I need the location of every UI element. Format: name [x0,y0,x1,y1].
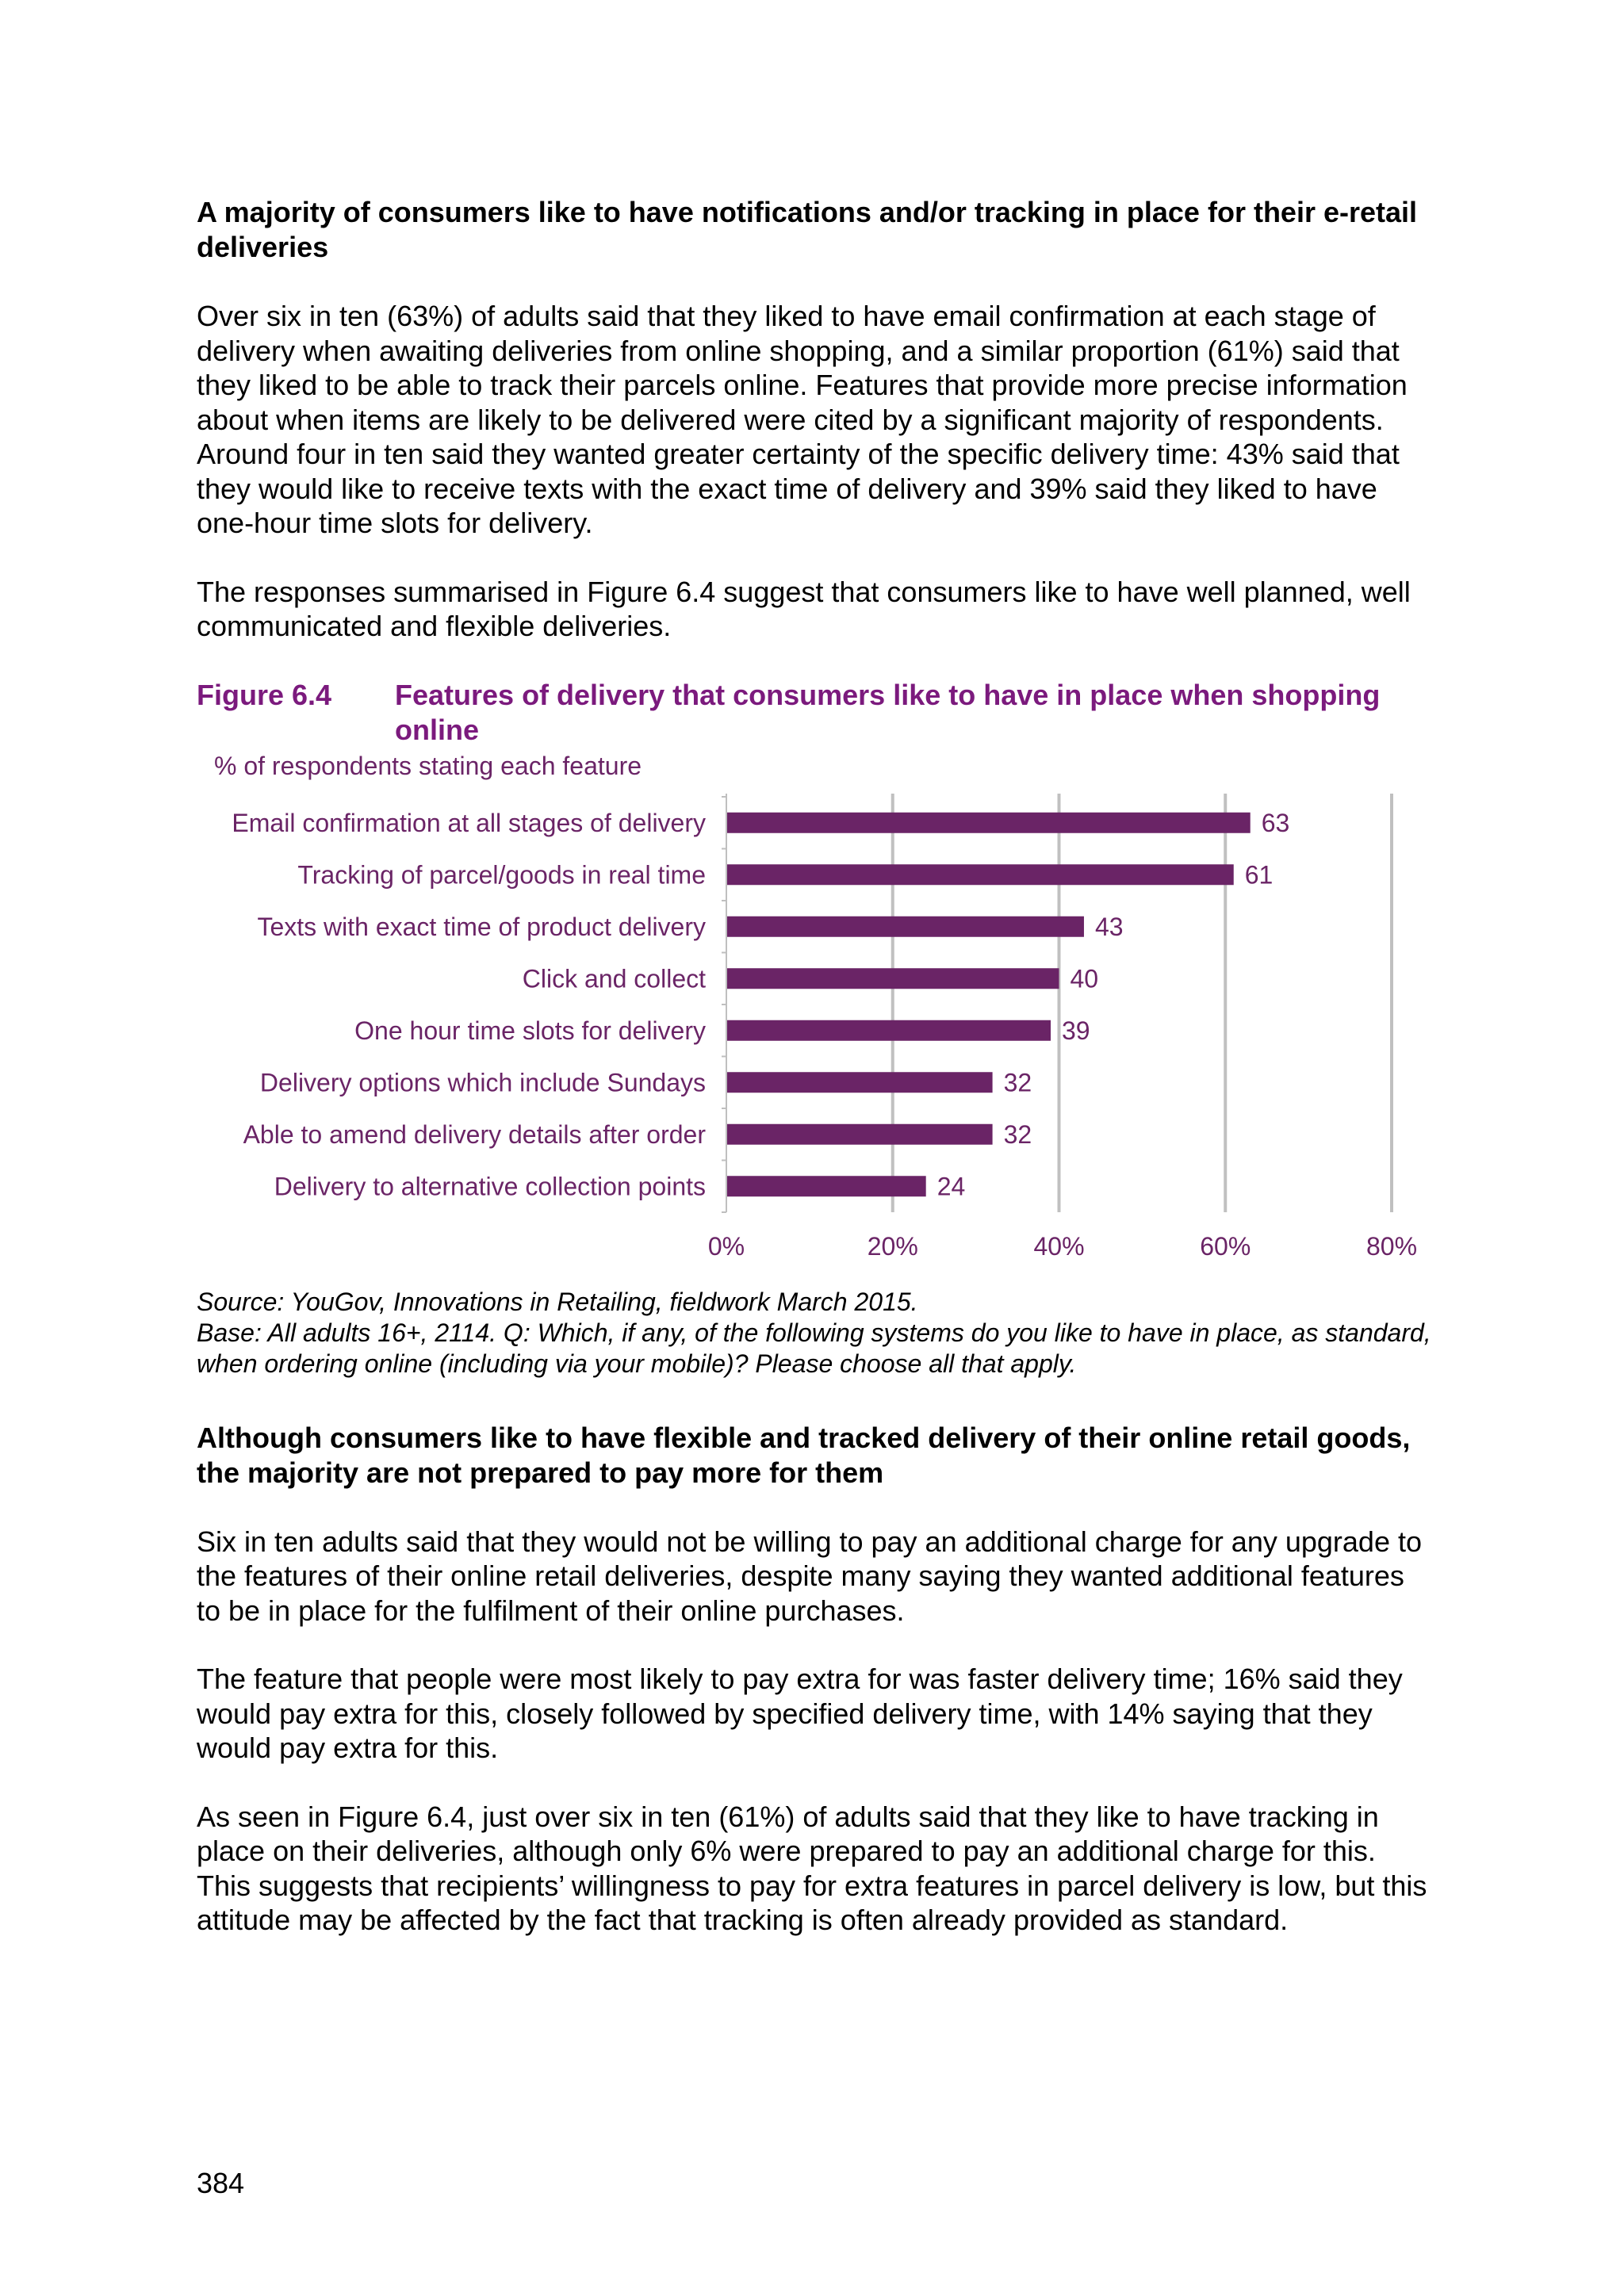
data-label: 43 [1094,912,1124,941]
section-heading: Although consumers like to have flexible and tracked delivery of their online retail goods, the majority are not prepared to pay more for them [197,1421,1411,1489]
category-label: One hour time slots for delivery [354,1016,706,1045]
source-line: Source: YouGov, Innovations in Retailing, fieldwork March 2015. [197,1287,918,1316]
bar [727,1123,993,1144]
category-label: Able to amend delivery details after order [243,1119,706,1149]
x-tick-label: 0% [707,1231,745,1261]
figure-number: Figure 6.4 [197,678,332,711]
x-tick-label: 80% [1365,1231,1418,1261]
bar [727,1020,1051,1040]
bar-chart [197,756,1434,1287]
figure-title [197,678,1434,748]
data-label: 40 [1070,963,1099,993]
bar [727,864,1234,885]
category-label: Tracking of parcel/goods in real time [297,859,706,889]
page-content [197,195,1434,1972]
bar [727,812,1251,832]
body-paragraph: Over six in ten (63%) of adults said that they liked to have email confirmation at each stage of delivery when awaiting deliveries from online shopping, and a similar proportion (61%) said that they liked to be able to track their parcels online. Features that provide more precise information about when items are likely to be delivered were cited by a significant majority of respondents. Around four in ten said they wanted greater certainty of the specific delivery time: 43% said that they would like to receive texts with the exact time of delivery and 39% said they liked to have one-hour time slots for delivery. [197,300,1408,539]
data-label: 63 [1261,808,1290,837]
bar [727,968,1059,989]
body-paragraph: As seen in Figure 6.4, just over six in ten (61%) of adults said that they like to have tracking in place on their deliveries, although only 6% were prepared to pay an additional charge for this. This suggests that recipients’ willingness to pay for extra features in parcel delivery is low, but this attitude may be affected by the fact that tracking is often already provided as standard. [197,1800,1427,1936]
body-paragraph: Six in ten adults said that they would not be willing to pay an additional charge for any upgrade to the features of their online retail deliveries, despite many saying they wanted additional features to be in place for the fulfilment of their online purchases. [197,1525,1422,1627]
category-label: Delivery options which include Sundays [259,1067,706,1096]
bar [727,1072,993,1093]
data-label: 24 [936,1171,966,1200]
category-label: Email confirmation at all stages of delivery [232,808,706,837]
category-label: Delivery to alternative collection points [274,1171,706,1200]
category-label: Texts with exact time of product delivery [257,912,706,941]
x-tick-label: 40% [1033,1231,1085,1261]
page-number: 384 [197,2167,245,2199]
category-label: Click and collect [522,963,706,993]
x-tick-label: 20% [867,1231,918,1261]
data-label: 61 [1244,859,1274,889]
bar [727,1176,926,1196]
bar [727,916,1084,936]
body-paragraph: The responses summarised in Figure 6.4 suggest that consumers like to have well planned, well communicated and flexible deliveries. [197,575,1411,642]
figure-source [197,1287,1434,1380]
section-heading: A majority of consumers like to have notifications and/or tracking in place for their e-retail deliveries [197,196,1418,263]
body-paragraph: The feature that people were most likely to pay extra for was faster delivery time; 16% said they would pay extra for this, closely followed by specified delivery time, with 14% saying that they would pay extra for this. [197,1663,1403,1764]
data-label: 39 [1062,1016,1090,1045]
data-label: 32 [1003,1067,1032,1096]
data-label: 32 [1003,1119,1032,1149]
base-line: Base: All adults 16+, 2114. Q: Which, if any, of the following systems do you like to have in place, as standard, when ordering online (including via your mobile)? Please choose all that apply. [197,1318,1431,1378]
chart-subtitle: % of respondents stating each feature [214,755,642,780]
x-tick-label: 60% [1200,1231,1251,1261]
figure-caption: Features of delivery that consumers like to have in place when shopping online [395,678,1381,746]
chart-svg [197,756,1434,1287]
